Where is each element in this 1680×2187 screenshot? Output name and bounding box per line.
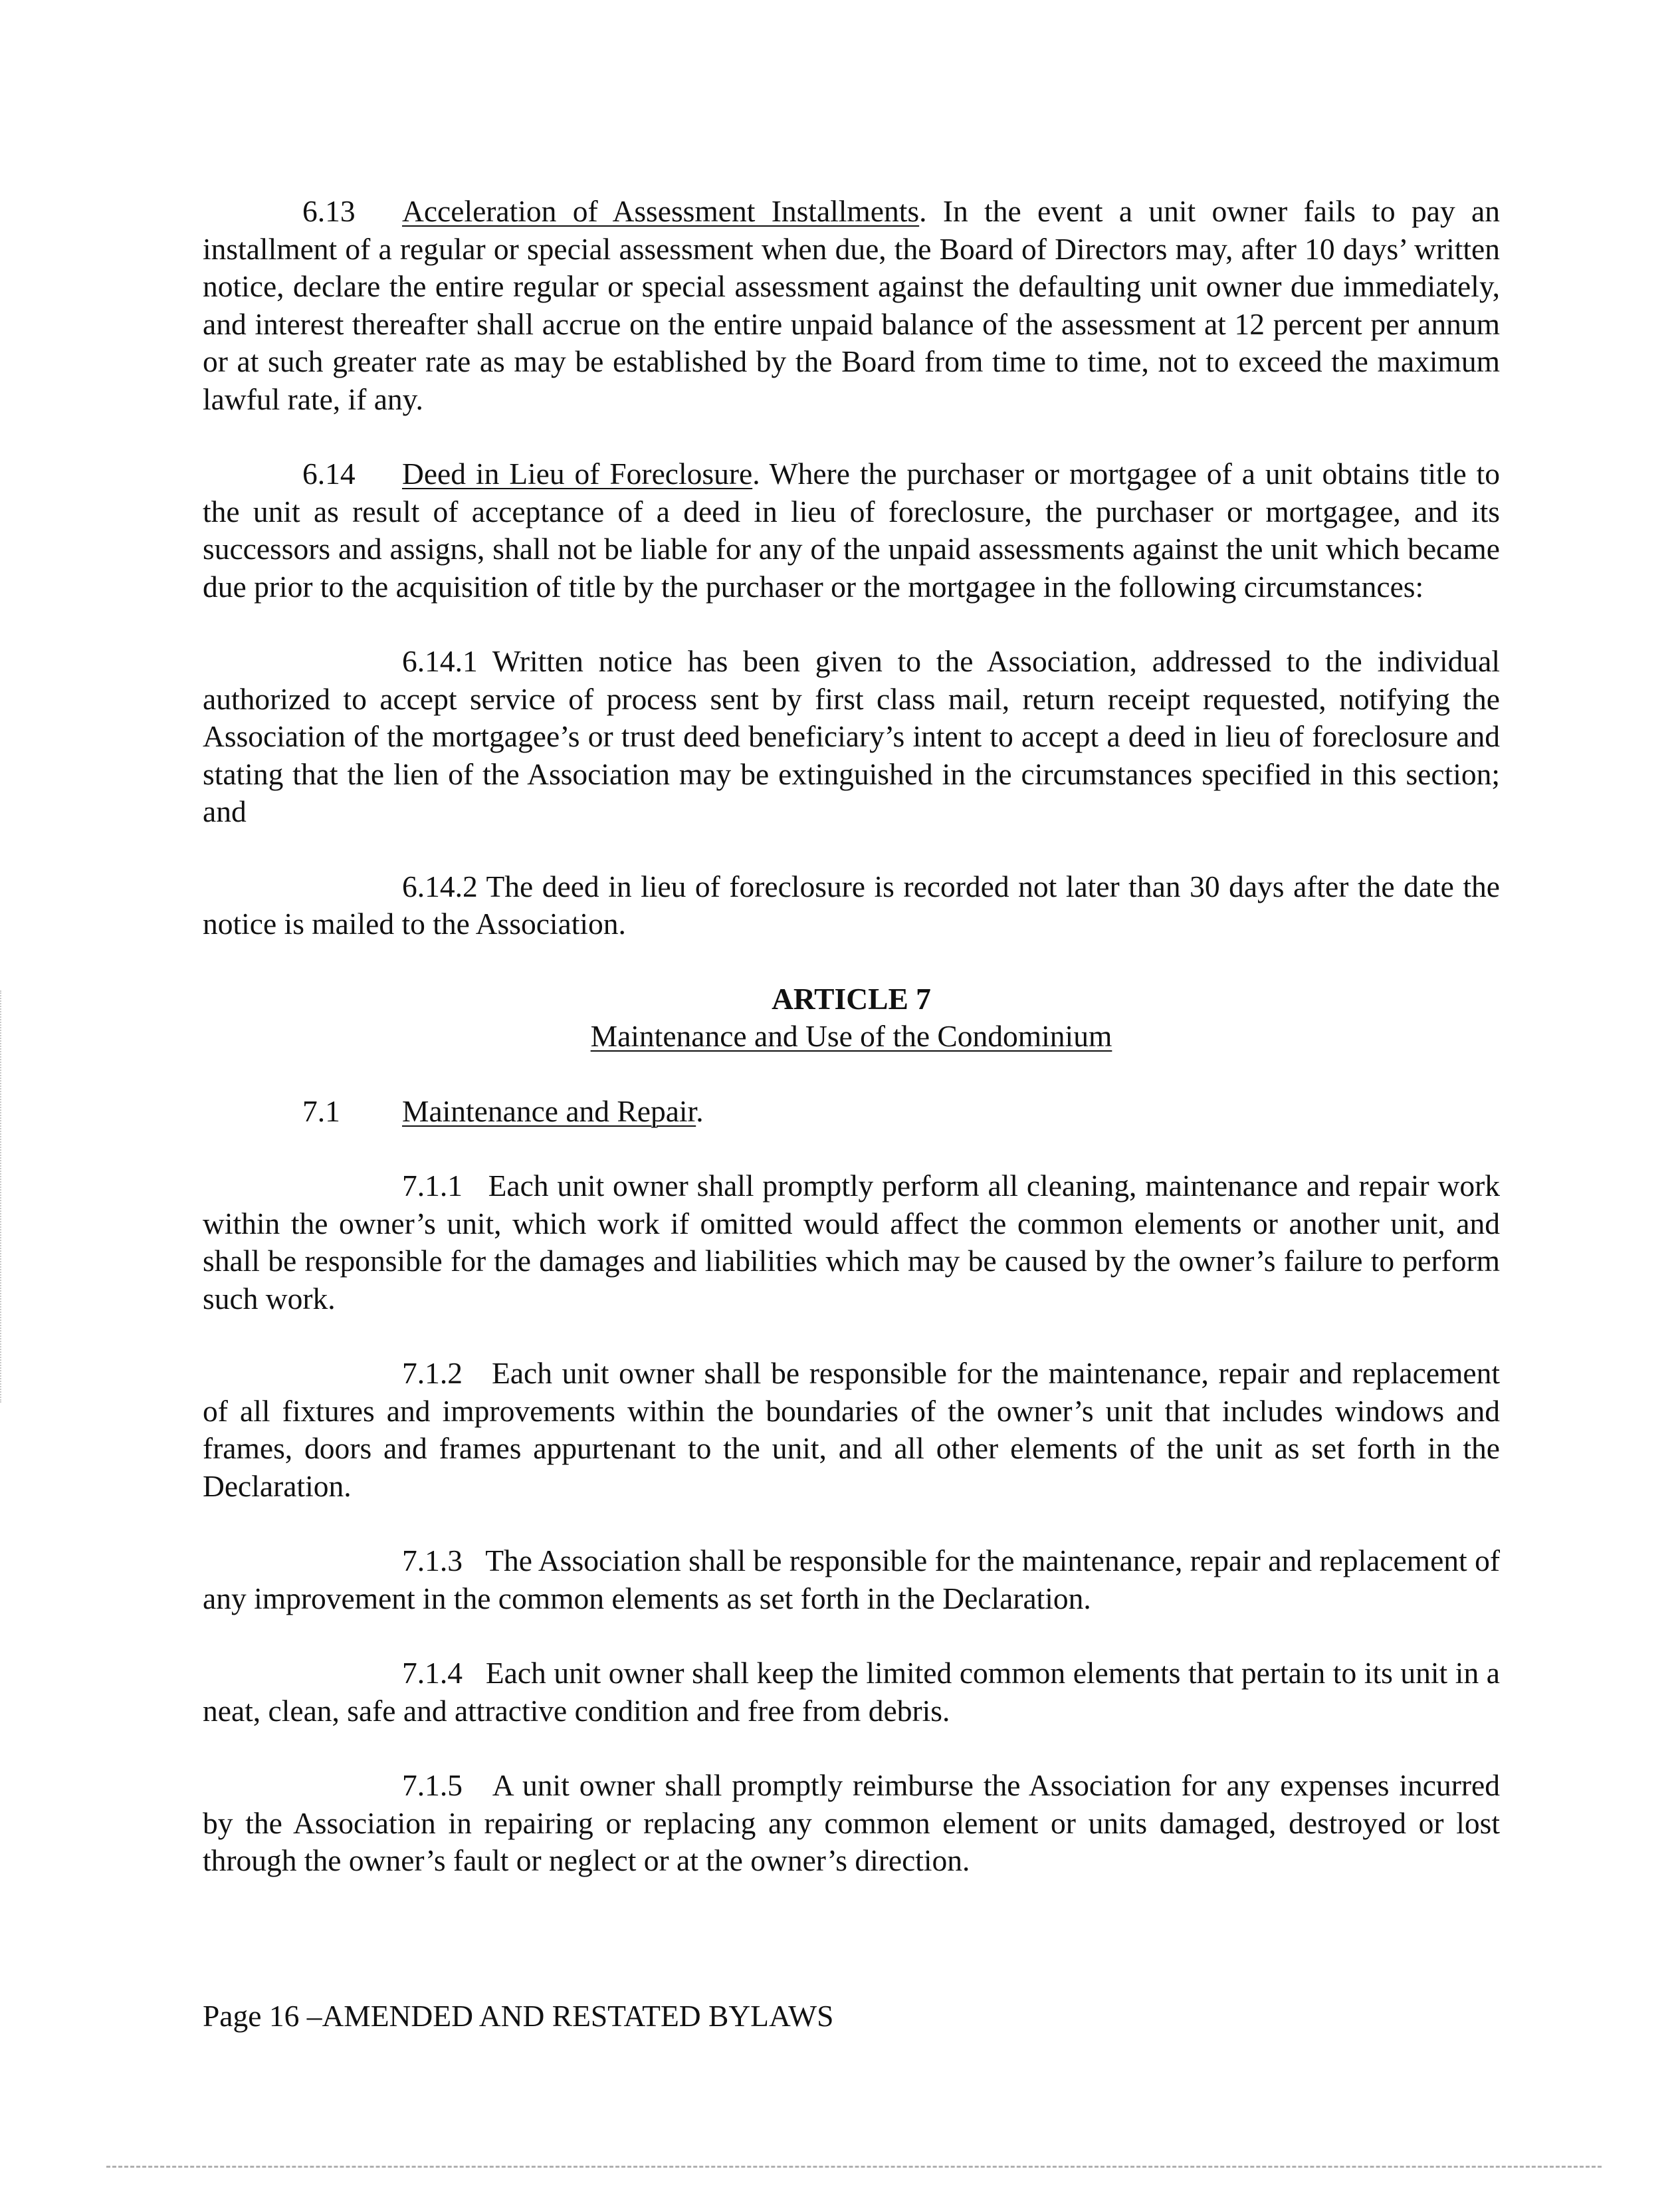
subsection-number: 6.14.2 [402, 869, 478, 903]
article-heading [203, 980, 1500, 1056]
section-heading: Acceleration of Assessment Installments [402, 194, 920, 228]
subsection-number: 6.14.1 [402, 644, 478, 678]
subsection-text: A unit owner shall promptly reimburse the Association for any expenses incurred by the Association in repairing or replacing any common element or units damaged, destroyed or lost through the owner’s fault or neglect or at the owner’s direction. [203, 1768, 1500, 1877]
scan-bottom-edge [106, 2166, 1602, 2168]
section-number: 6.13 [302, 194, 356, 228]
subsection-text: Each unit owner shall be responsible for the maintenance, repair and replacement of all fixtures and improvements within the boundaries of the owner’s unit that includes windows and frames, doors and frames appurtenant to the unit, and all other elements of the unit as set forth in the Declaration. [203, 1356, 1500, 1503]
subsection-text: The Association shall be responsible for the maintenance, repair and replacement of any improvement in the common elements as set forth in the Declaration. [203, 1544, 1500, 1615]
subsection-text: Each unit owner shall promptly perform all cleaning, maintenance and repair work within the owner’s unit, which work if omitted would affect the common elements or another unit, and shall be responsible for the damages and liabilities which may be caused by the owner’s failure to perform such work. [203, 1169, 1501, 1316]
section-text: . Where the purchaser or mortgagee of a unit obtains title to the unit as result of acceptance of a deed in lieu of foreclosure, the purchaser or mortgagee, and its successors and assigns, shall not be liable for any of the unpaid assessments against the unit which became due prior to the acquisition of title by the purchaser or the mortgagee in the following circumstances: [203, 457, 1500, 604]
article-title: ARTICLE 7 [772, 981, 931, 1016]
section-7-1-3 [203, 1542, 1500, 1617]
section-7-1 [203, 1093, 1500, 1131]
subsection-number: 7.1.3 [402, 1544, 463, 1577]
subsection-number: 7.1.1 [402, 1169, 463, 1203]
subsection-number: 7.1.2 [402, 1356, 463, 1390]
section-heading: Maintenance and Repair [402, 1094, 696, 1128]
section-number: 6.14 [302, 457, 356, 491]
page-footer: Page 16 –AMENDED AND RESTATED BYLAWS [203, 1999, 834, 2033]
section-6-14 [203, 455, 1500, 606]
section-text: . In the event a unit owner fails to pay an installment of a regular or special assessment when due, the Board of Directors may, after 10 days’ written notice, declare the entire regular or special assessment against the defaulting unit owner due immediately, and interest thereafter shall accrue on the entire unpaid balance of the assessment at 12 percent per annum or at such greater rate as may be established by the Board from time to time, not to exceed the maximum lawful rate, if any. [203, 194, 1500, 416]
subsection-number: 7.1.4 [402, 1656, 463, 1690]
section-heading: Deed in Lieu of Foreclosure [402, 457, 753, 491]
section-number: 7.1 [302, 1094, 340, 1128]
section-7-1-4 [203, 1655, 1500, 1730]
section-heading-suffix: . [696, 1094, 704, 1128]
article-subtitle: Maintenance and Use of the Condominium [590, 1019, 1112, 1053]
section-6-14-1 [203, 643, 1500, 831]
scan-edge-mark [0, 990, 1, 1403]
section-6-14-2 [203, 868, 1500, 943]
section-7-1-5 [203, 1767, 1500, 1880]
subsection-text: The deed in lieu of foreclosure is recorded not later than 30 days after the date the notice is mailed to the Association. [203, 869, 1500, 941]
subsection-number: 7.1.5 [402, 1768, 463, 1802]
subsection-text: Written notice has been given to the Association, addressed to the individual authorized to accept service of process sent by first class mail, return receipt requested, notifying the Association of the mortgagee’s or trust deed beneficiary’s intent to accept a deed in lieu of foreclosure and stating that the lien of the Association may be extinguished in the circumstances specified in this section; and [203, 644, 1500, 828]
section-6-13 [203, 193, 1500, 418]
section-7-1-2 [203, 1355, 1500, 1505]
page-content [203, 193, 1500, 1880]
section-7-1-1 [203, 1167, 1500, 1318]
subsection-text: Each unit owner shall keep the limited common elements that pertain to its unit in a neat, clean, safe and attractive condition and free from debris. [203, 1656, 1501, 1728]
